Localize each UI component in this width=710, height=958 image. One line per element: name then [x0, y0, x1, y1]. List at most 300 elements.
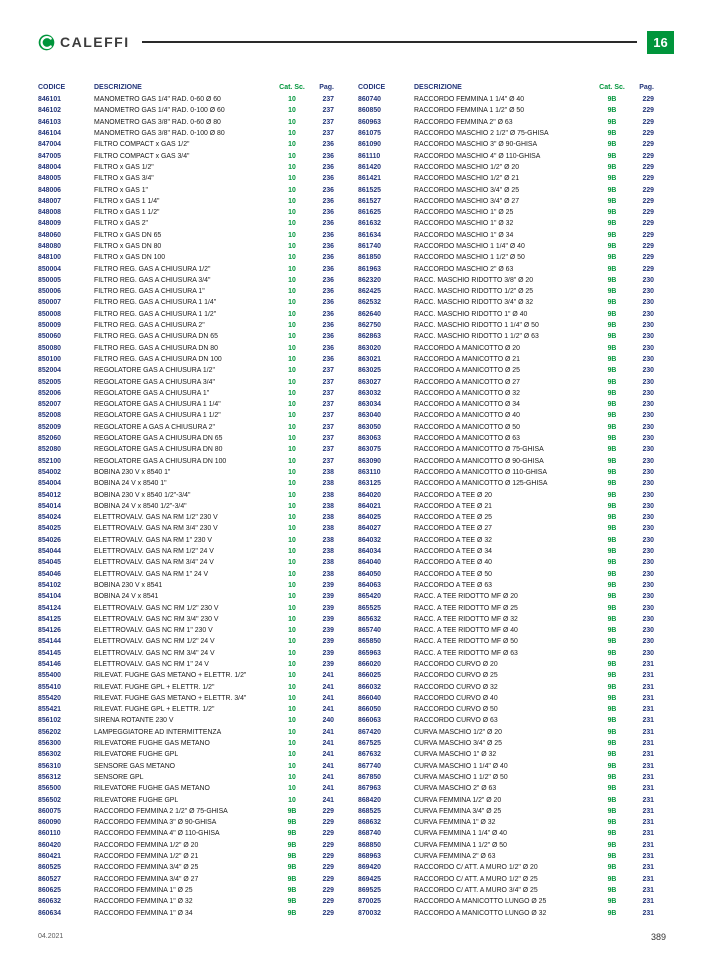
category-cell: 9B: [607, 740, 617, 748]
table-row: [38, 297, 334, 308]
code-cell: 850008: [38, 310, 61, 318]
category-cell: 9B: [607, 480, 617, 488]
code-cell: 855420: [38, 694, 61, 702]
description-cell: MANOMETRO GAS 1/4" RAD. 0-100 Ø 60: [94, 107, 225, 115]
page-cell: 236: [322, 220, 334, 228]
description-cell: RACCORDO C/ ATT. A MURO 1/2" Ø 20: [414, 864, 538, 872]
table-row: [358, 761, 654, 772]
code-cell: 854124: [38, 604, 61, 612]
page-cell: 231: [642, 909, 654, 917]
description-cell: RACCORDO A TEE Ø 32: [414, 536, 492, 544]
table-row: [358, 535, 654, 546]
code-cell: 861525: [358, 186, 381, 194]
description-cell: RACCORDO MASCHIO 1 1/4" Ø 40: [414, 243, 525, 250]
code-cell: 848006: [38, 186, 61, 194]
category-cell: 9B: [607, 141, 617, 149]
code-cell: 856312: [38, 773, 61, 781]
code-cell: 860625: [38, 886, 61, 894]
description-cell: BOBINA 230 V x 8541: [94, 581, 163, 589]
description-cell: RACCORDO FEMMINA 1/2" Ø 21: [94, 853, 199, 861]
page-cell: 230: [642, 288, 654, 296]
category-cell: 9B: [607, 593, 617, 601]
table-row: [38, 614, 334, 625]
page-cell: 239: [322, 615, 334, 623]
code-cell: 848060: [38, 231, 61, 239]
category-cell: 10: [288, 209, 296, 217]
category-cell: 10: [288, 627, 296, 635]
code-cell: 864034: [358, 548, 381, 556]
code-header: CODICE: [358, 83, 386, 91]
category-cell: 10: [288, 480, 296, 488]
code-cell: 863034: [358, 401, 381, 409]
category-cell: 9B: [607, 423, 617, 431]
table-row: [38, 535, 334, 546]
right-column: [358, 80, 654, 922]
table-row: [38, 772, 334, 783]
description-cell: RACCORDO MASCHIO 1" Ø 32: [414, 220, 514, 228]
page-cell: 236: [322, 265, 334, 273]
table-row: [38, 896, 334, 907]
code-cell: 848009: [38, 220, 61, 228]
page-cell: 237: [322, 435, 334, 443]
code-cell: 854144: [38, 638, 61, 646]
description-cell: FILTRO x GAS DN 100: [94, 254, 166, 262]
description-cell: RACC. MASCHIO RIDOTTO 3/4" Ø 32: [414, 299, 534, 307]
code-cell: 867632: [358, 751, 381, 759]
table-row: [38, 252, 334, 263]
description-cell: FILTRO x GAS 1/2": [94, 163, 154, 171]
category-cell: 10: [288, 683, 296, 691]
page-cell: 238: [322, 491, 334, 499]
description-cell: RACCORDO A MANICOTTO Ø 32: [414, 389, 520, 397]
description-cell: CURVA FEMMINA 1/2" Ø 20: [414, 796, 502, 804]
code-cell: 860632: [38, 898, 61, 906]
description-cell: CURVA FEMMINA 3/4" Ø 25: [414, 807, 502, 815]
category-cell: 9B: [607, 152, 617, 160]
table-row: [358, 546, 654, 557]
table-row: [358, 331, 654, 342]
description-cell: FILTRO REG. GAS A CHIUSURA 1": [94, 288, 205, 296]
category-cell: 10: [288, 423, 296, 431]
code-cell: 850004: [38, 265, 61, 273]
table-row: [358, 207, 654, 218]
category-cell: 9B: [607, 491, 617, 499]
page-cell: 231: [642, 683, 654, 691]
category-cell: 9B: [607, 310, 617, 318]
table-row: [38, 794, 334, 805]
code-cell: 854146: [38, 660, 61, 668]
code-cell: 864032: [358, 536, 381, 544]
table-header: [358, 80, 654, 94]
description-cell: REGOLATORE GAS A CHIUSURA 1 1/2": [94, 412, 221, 420]
description-cell: RACCORDO A MANICOTTO Ø 34: [414, 401, 520, 409]
description-cell: RACCORDO CURVO Ø 32: [414, 683, 498, 691]
code-cell: 848007: [38, 197, 61, 205]
table-row: [358, 184, 654, 195]
code-cell: 860090: [38, 819, 61, 827]
code-cell: 860110: [38, 830, 61, 838]
table-row: [38, 139, 334, 150]
description-cell: REGOLATORE GAS A CHIUSURA 3/4": [94, 378, 215, 386]
category-cell: 9B: [607, 288, 617, 296]
table-row: [38, 546, 334, 557]
table-row: [38, 309, 334, 320]
table-row: [38, 727, 334, 738]
category-cell: 9B: [607, 265, 617, 273]
description-cell: ELETTROVALV. GAS NA RM 1/2" 230 V: [94, 514, 218, 522]
description-cell: RILEVAT. FUGHE GAS METANO + ELETTR. 3/4": [94, 694, 247, 702]
description-cell: FILTRO REG. GAS A CHIUSURA 2": [94, 322, 205, 330]
table-row: [358, 94, 654, 105]
code-cell: 861850: [358, 254, 381, 262]
table-row: [38, 388, 334, 399]
page-cell: 231: [642, 864, 654, 872]
description-cell: RACCORDO FEMMINA 3" Ø 90-GHISA: [94, 819, 217, 827]
code-cell: 867963: [358, 785, 381, 793]
description-cell: RACCORDO A MANICOTTO Ø 27: [414, 378, 520, 386]
category-cell: 9B: [607, 728, 617, 736]
page-cell: 236: [322, 186, 334, 194]
table-row: [358, 704, 654, 715]
page-cell: 237: [322, 401, 334, 409]
category-cell: 9B: [607, 378, 617, 386]
code-cell: 868525: [358, 807, 381, 815]
code-cell: 869425: [358, 875, 381, 883]
description-cell: FILTRO x GAS DN 80: [94, 243, 162, 250]
page-cell: 241: [322, 751, 334, 759]
page-header: [38, 30, 674, 54]
description-cell: RACCORDO A TEE Ø 34: [414, 548, 492, 556]
description-cell: RACCORDO MASCHIO 2" Ø 63: [414, 265, 514, 273]
code-cell: 860850: [358, 107, 381, 115]
code-cell: 865740: [358, 627, 381, 635]
page-header-label: Pag.: [639, 83, 654, 91]
category-cell: 10: [288, 660, 296, 668]
code-cell: 852007: [38, 401, 61, 409]
category-cell: 9B: [607, 898, 617, 906]
code-cell: 860634: [38, 909, 61, 917]
table-row: [38, 873, 334, 884]
page-cell: 229: [322, 909, 334, 917]
code-cell: 863090: [358, 457, 381, 465]
description-cell: ELETTROVALV. GAS NA RM 1" 24 V: [94, 570, 209, 578]
table-row: [358, 670, 654, 681]
table-row: [358, 162, 654, 173]
category-cell: 10: [288, 491, 296, 499]
code-cell: 862320: [358, 276, 381, 284]
description-cell: FILTRO REG. GAS A CHIUSURA DN 80: [94, 344, 218, 352]
page-cell: 236: [322, 299, 334, 307]
category-cell: 10: [288, 197, 296, 205]
table-row: [358, 591, 654, 602]
table-row: [358, 885, 654, 896]
code-cell: 850007: [38, 299, 61, 307]
code-cell: 864050: [358, 570, 381, 578]
code-cell: 866032: [358, 683, 381, 691]
description-cell: RACCORDO CURVO Ø 50: [414, 706, 498, 714]
page-cell: 238: [322, 480, 334, 488]
page-cell: 241: [322, 762, 334, 770]
description-cell: RACCORDO FEMMINA 3/4" Ø 27: [94, 875, 199, 883]
description-cell: CURVA FEMMINA 1 1/4" Ø 40: [414, 830, 507, 838]
table-row: [38, 840, 334, 851]
table-row: [358, 851, 654, 862]
category-cell: 10: [288, 514, 296, 522]
table-row: [38, 636, 334, 647]
description-cell: RACCORDO A MANICOTTO Ø 21: [414, 355, 520, 363]
page-cell: 230: [642, 378, 654, 386]
code-cell: 848008: [38, 209, 61, 217]
table-header: [38, 80, 334, 94]
code-cell: 854045: [38, 559, 61, 567]
table-row: [358, 263, 654, 274]
page-cell: 231: [642, 819, 654, 827]
description-cell: RILEVATORE FUGHE GAS METANO: [94, 740, 210, 748]
code-cell: 862425: [358, 288, 381, 296]
category-cell: 10: [288, 796, 296, 804]
code-cell: 865963: [358, 649, 381, 657]
description-cell: RILEVAT. FUGHE GPL + ELETTR. 1/2": [94, 683, 215, 691]
page-cell: 229: [642, 231, 654, 239]
category-cell: 10: [288, 378, 296, 386]
table-body-right: [358, 94, 654, 919]
category-cell: 10: [288, 265, 296, 273]
table-row: [358, 681, 654, 692]
description-cell: RACCORDO C/ ATT. A MURO 3/4" Ø 25: [414, 886, 538, 894]
page-cell: 230: [642, 401, 654, 409]
table-row: [358, 501, 654, 512]
code-cell: 861632: [358, 220, 381, 228]
code-cell: 860075: [38, 807, 61, 815]
description-cell: ELETTROVALV. GAS NC RM 3/4" 230 V: [94, 615, 219, 623]
page-cell: 230: [642, 638, 654, 646]
category-cell: 9B: [287, 875, 297, 883]
code-cell: 861090: [358, 141, 381, 149]
description-cell: RACC. MASCHIO RIDOTTO 1/2" Ø 25: [414, 288, 534, 296]
category-cell: 9B: [607, 446, 617, 454]
brand-name: CALEFFI: [60, 34, 130, 50]
description-cell: RACCORDO A MANICOTTO Ø 75-GHISA: [414, 446, 544, 454]
code-cell: 866025: [358, 672, 381, 680]
code-cell: 868850: [358, 841, 381, 849]
category-cell: 10: [288, 706, 296, 714]
code-cell: 850009: [38, 322, 61, 330]
code-cell: 852100: [38, 457, 61, 465]
page-cell: 238: [322, 514, 334, 522]
description-header: DESCRIZIONE: [94, 83, 142, 91]
page-cell: 231: [642, 875, 654, 883]
table-row: [358, 862, 654, 873]
code-cell: 860963: [358, 118, 381, 126]
description-cell: RACC. MASCHIO RIDOTTO 1 1/4" Ø 50: [414, 322, 539, 330]
category-cell: 9B: [607, 559, 617, 567]
table-row: [38, 286, 334, 297]
table-row: [38, 218, 334, 229]
category-cell: 10: [288, 152, 296, 160]
page-cell: 229: [322, 853, 334, 861]
code-cell: 856300: [38, 740, 61, 748]
code-cell: 860527: [38, 875, 61, 883]
code-cell: 850006: [38, 288, 61, 296]
table-row: [38, 625, 334, 636]
table-row: [358, 648, 654, 659]
category-cell: 10: [288, 649, 296, 657]
table-row: [358, 422, 654, 433]
description-cell: SENSORE GPL: [94, 773, 144, 781]
category-cell: 10: [288, 435, 296, 443]
category-cell: 9B: [607, 773, 617, 781]
description-cell: RILEVAT. FUGHE GPL + ELETTR. 1/2": [94, 706, 215, 714]
table-row: [38, 693, 334, 704]
page-cell: 239: [322, 581, 334, 589]
page-cell: 230: [642, 649, 654, 657]
page-cell: 237: [322, 457, 334, 465]
description-cell: FILTRO x GAS 1 1/4": [94, 197, 160, 205]
page-cell: 229: [642, 107, 654, 115]
code-cell: 861527: [358, 197, 381, 205]
description-cell: RACCORDO A TEE Ø 40: [414, 559, 492, 567]
page-cell: 231: [642, 728, 654, 736]
category-cell: 9B: [607, 830, 617, 838]
code-cell: 854102: [38, 581, 61, 589]
page-cell: 236: [322, 243, 334, 250]
code-cell: 854012: [38, 491, 61, 499]
code-cell: 850060: [38, 333, 61, 341]
description-cell: RACCORDO A TEE Ø 63: [414, 581, 492, 589]
table-row: [38, 376, 334, 387]
page-cell: 231: [642, 853, 654, 861]
category-cell: 9B: [607, 536, 617, 544]
category-cell: 10: [288, 367, 296, 375]
category-cell: 9B: [607, 604, 617, 612]
table-row: [38, 162, 334, 173]
description-cell: RACCORDO MASCHIO 1" Ø 25: [414, 209, 514, 217]
page-cell: 230: [642, 344, 654, 352]
description-cell: RACCORDO FEMMINA 1" Ø 32: [94, 898, 193, 906]
description-cell: REGOLATORE A GAS A CHIUSURA 2": [94, 423, 215, 431]
category-cell: 10: [288, 220, 296, 228]
code-cell: 863020: [358, 344, 381, 352]
page-cell: 230: [642, 525, 654, 533]
category-cell: 10: [288, 581, 296, 589]
description-cell: CURVA MASCHIO 1 1/2" Ø 50: [414, 773, 508, 781]
table-row: [358, 320, 654, 331]
description-cell: RACC. MASCHIO RIDOTTO 1" Ø 40: [414, 310, 528, 318]
description-cell: ELETTROVALV. GAS NC RM 1/2" 24 V: [94, 638, 215, 646]
code-cell: 860740: [358, 96, 381, 104]
table-row: [38, 365, 334, 376]
table-row: [38, 331, 334, 342]
description-cell: RACCORDO MASCHIO 1/2" Ø 20: [414, 163, 520, 171]
category-cell: 9B: [607, 807, 617, 815]
category-cell: 10: [288, 457, 296, 465]
description-cell: FILTRO REG. GAS A CHIUSURA 3/4": [94, 276, 211, 284]
table-row: [38, 806, 334, 817]
description-cell: CURVA MASCHIO 1/2" Ø 20: [414, 728, 502, 736]
page-cell: 239: [322, 627, 334, 635]
category-cell: 9B: [607, 717, 617, 725]
table-row: [38, 354, 334, 365]
page-cell: 230: [642, 491, 654, 499]
page-cell: 230: [642, 627, 654, 635]
table-row: [358, 252, 654, 263]
description-cell: RACC. A TEE RIDOTTO MF Ø 25: [414, 604, 518, 612]
category-cell: 9B: [607, 638, 617, 646]
description-cell: ELETTROVALV. GAS NC RM 1" 24 V: [94, 660, 209, 668]
table-row: [358, 117, 654, 128]
category-cell: 9B: [287, 864, 297, 872]
page-cell: 237: [322, 412, 334, 420]
table-row: [38, 275, 334, 286]
table-row: [358, 218, 654, 229]
code-cell: 852006: [38, 389, 61, 397]
table-row: [38, 704, 334, 715]
table-row: [38, 670, 334, 681]
category-cell: 9B: [607, 220, 617, 228]
description-cell: REGOLATORE GAS A CHIUSURA DN 80: [94, 446, 223, 454]
code-cell: 852080: [38, 446, 61, 454]
category-cell: 10: [288, 231, 296, 239]
code-header: CODICE: [38, 83, 66, 91]
description-cell: FILTRO x GAS 2": [94, 220, 149, 228]
table-row: [358, 139, 654, 150]
code-cell: 854126: [38, 627, 61, 635]
code-cell: 863063: [358, 435, 381, 443]
page-cell: 237: [322, 130, 334, 138]
page-cell: 229: [642, 96, 654, 104]
table-row: [38, 150, 334, 161]
page-cell: 241: [322, 706, 334, 714]
category-cell: 9B: [287, 830, 297, 838]
category-cell: 10: [288, 548, 296, 556]
page-cell: 230: [642, 389, 654, 397]
code-cell: 866020: [358, 660, 381, 668]
category-cell: 9B: [607, 502, 617, 510]
page-cell: 229: [322, 864, 334, 872]
description-cell: RACC. A TEE RIDOTTO MF Ø 40: [414, 627, 518, 635]
page-cell: 237: [322, 423, 334, 431]
page-cell: 241: [322, 740, 334, 748]
table-row: [358, 275, 654, 286]
description-cell: FILTRO REG. GAS A CHIUSURA DN 65: [94, 333, 218, 341]
category-cell: 9B: [607, 130, 617, 138]
description-cell: CURVA MASCHIO 2" Ø 63: [414, 785, 497, 793]
page-cell: 236: [322, 276, 334, 284]
table-row: [38, 444, 334, 455]
page-cell: 230: [642, 548, 654, 556]
code-cell: 854002: [38, 468, 61, 476]
code-cell: 861075: [358, 130, 381, 138]
code-cell: 846102: [38, 107, 61, 115]
description-cell: RACC. MASCHIO RIDOTTO 3/8" Ø 20: [414, 276, 534, 284]
table-row: [38, 489, 334, 500]
category-cell: 10: [288, 333, 296, 341]
description-cell: RACCORDO MASCHIO 3" Ø 90-GHISA: [414, 141, 538, 149]
category-cell: 9B: [607, 231, 617, 239]
page-cell: 237: [322, 107, 334, 115]
page-cell: 231: [642, 807, 654, 815]
description-cell: RACC. A TEE RIDOTTO MF Ø 20: [414, 593, 518, 601]
description-cell: ELETTROVALV. GAS NA RM 1/2" 24 V: [94, 548, 214, 556]
caleffi-logo: [38, 34, 130, 51]
page-cell: 231: [642, 796, 654, 804]
table-row: [358, 399, 654, 410]
description-cell: RACCORDO A TEE Ø 20: [414, 491, 492, 499]
code-cell: 865850: [358, 638, 381, 646]
table-row: [358, 772, 654, 783]
description-cell: ELETTROVALV. GAS NA RM 3/4" 230 V: [94, 525, 218, 533]
description-cell: RACC. MASCHIO RIDOTTO 1 1/2" Ø 63: [414, 333, 539, 341]
